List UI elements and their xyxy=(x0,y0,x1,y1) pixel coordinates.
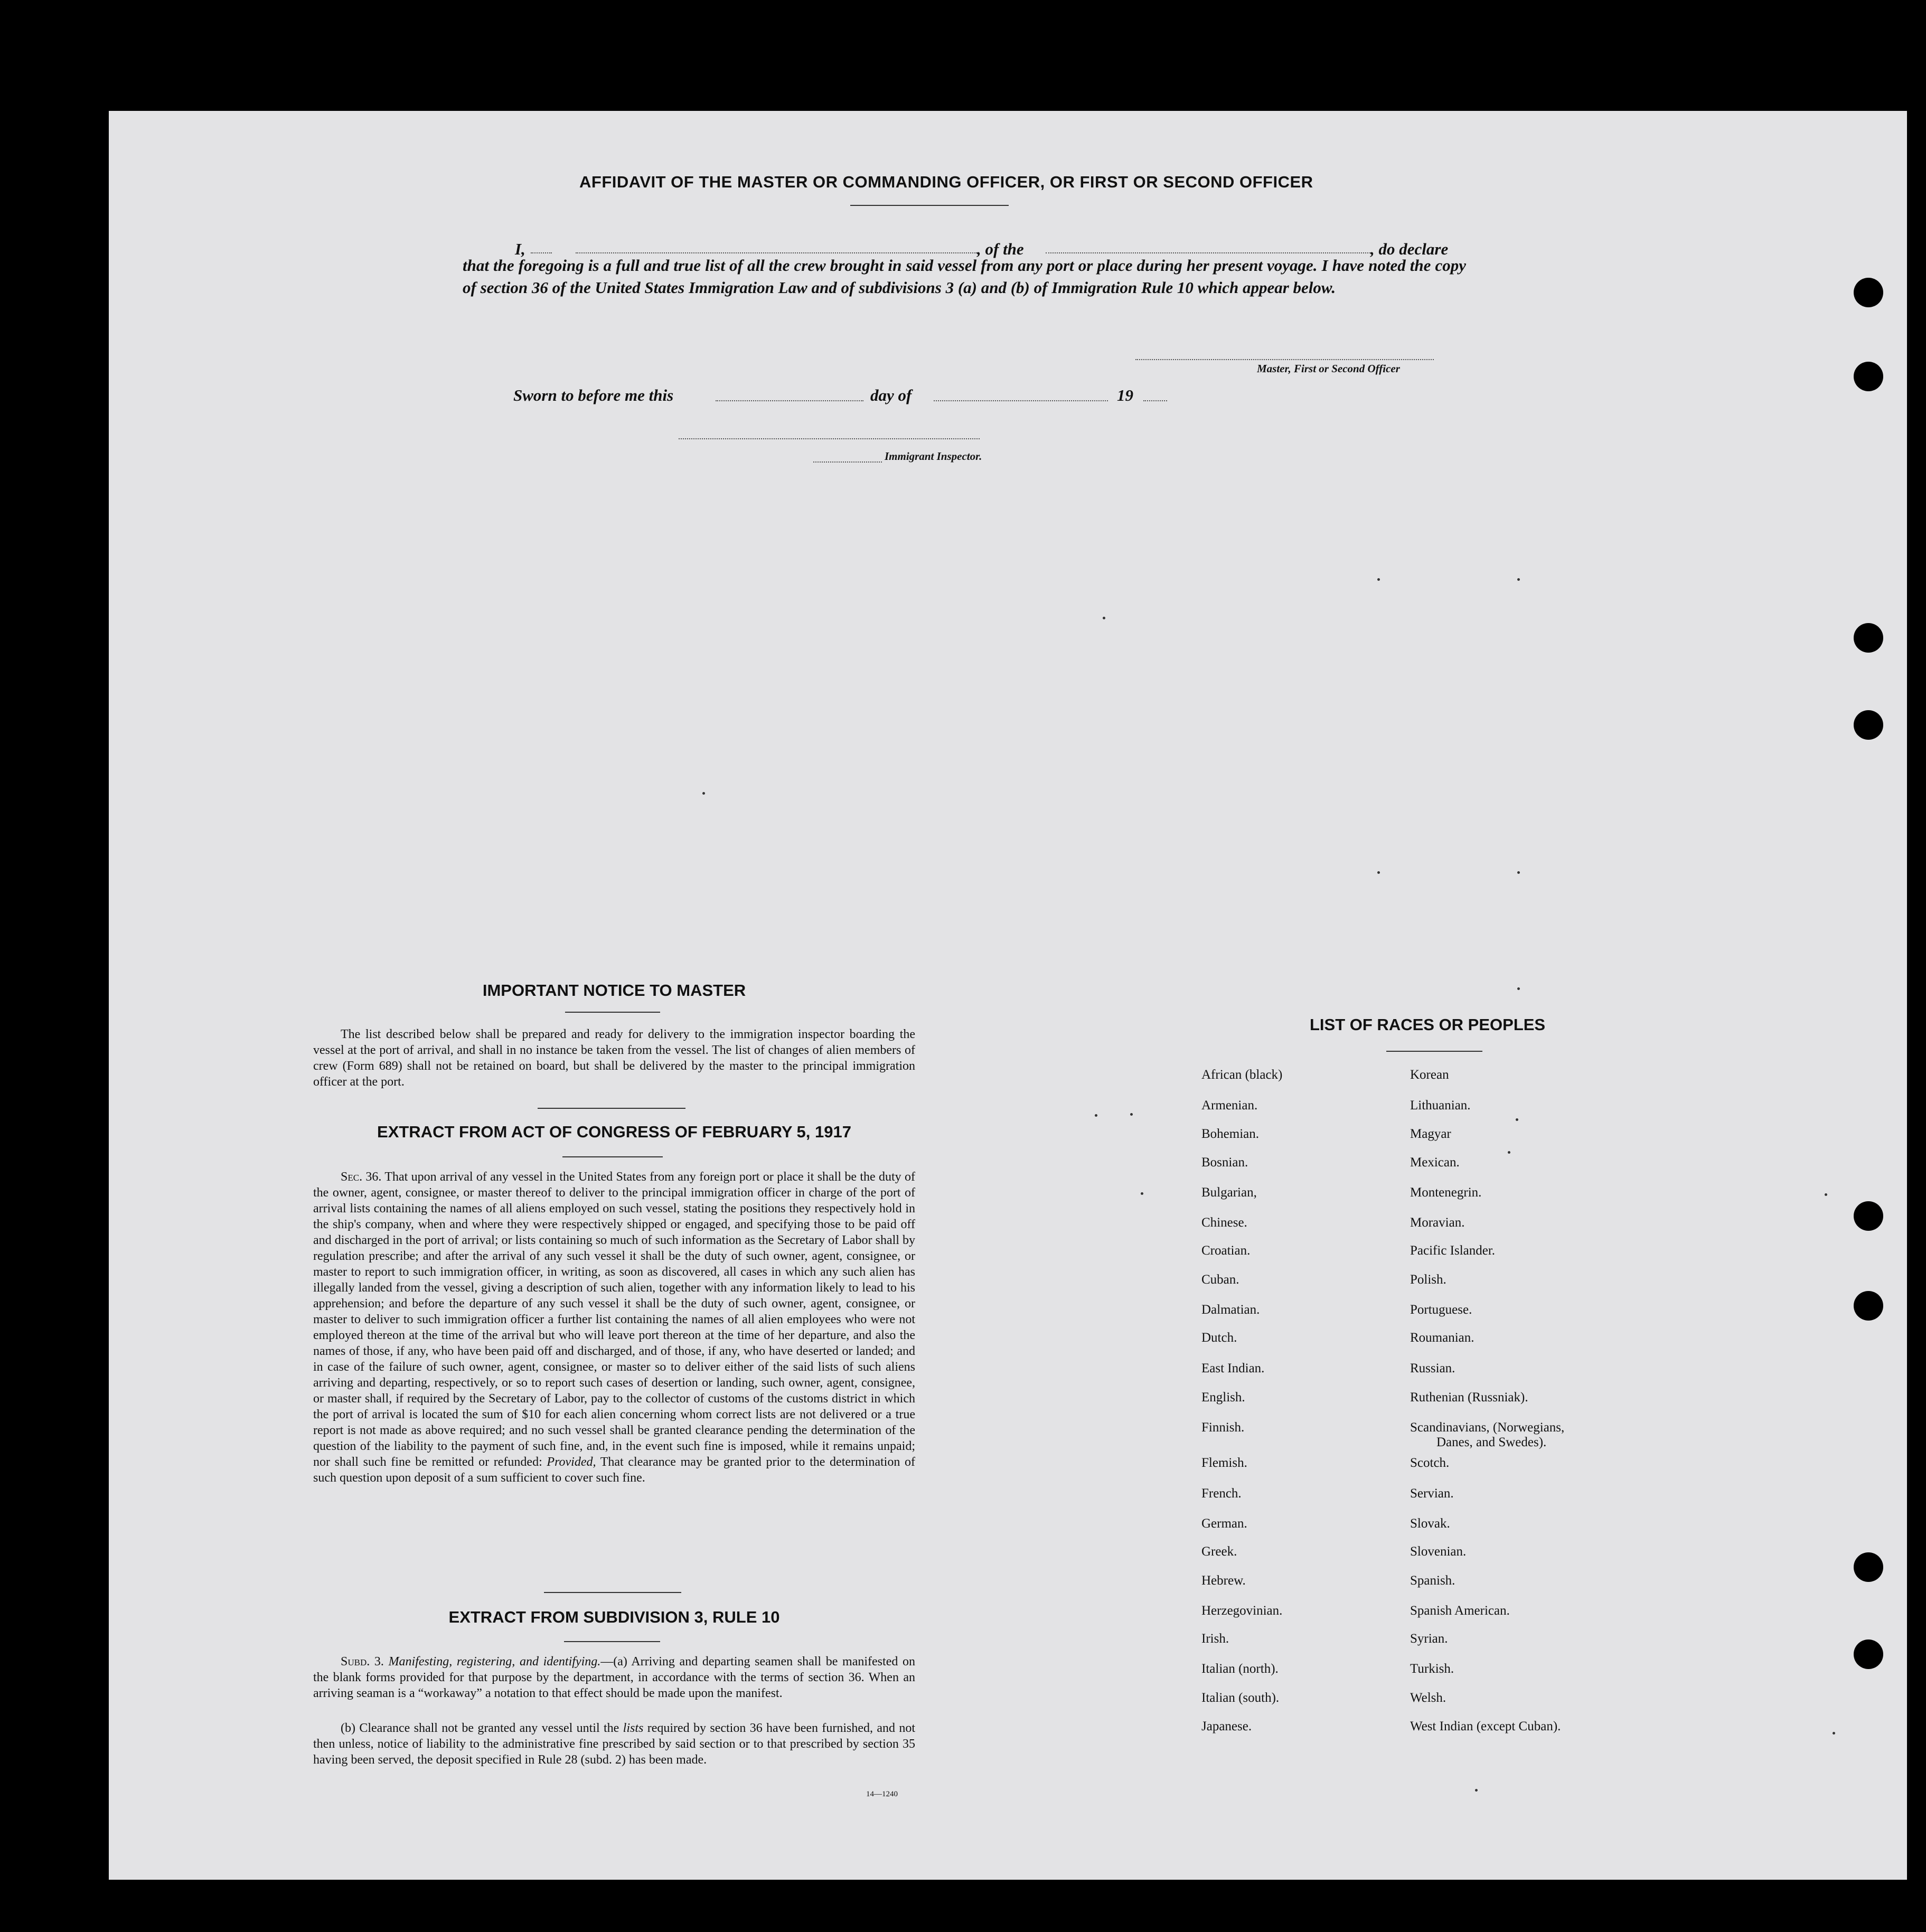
speck xyxy=(1141,1192,1143,1195)
subd-b-label: (b) xyxy=(341,1721,355,1735)
subd-b-lists: lists xyxy=(623,1721,644,1735)
notice-paragraph: The list described below shall be prepared and ready for delivery to the immigration inspector boarding the vessel at the port of arrival, and shall in no instance be taken from the vessel. The list of changes of alien members of crew (Form 689) shall not be retained on board, but shall be delivered by the master to the principal immigration officer at the port. xyxy=(313,1028,915,1089)
race-item: Bohemian. xyxy=(1201,1127,1260,1141)
punch-hole xyxy=(1854,1291,1883,1321)
race-item: Turkish. xyxy=(1410,1662,1454,1676)
sworn-label: Sworn to before me this xyxy=(513,386,674,404)
signature-blank[interactable] xyxy=(1135,359,1434,360)
race-item: Slovak. xyxy=(1410,1516,1450,1531)
race-item: Croatian. xyxy=(1201,1243,1251,1258)
subd-b-text: Clearance shall not be granted any vessel until the xyxy=(359,1721,619,1735)
signature-label: Master, First or Second Officer xyxy=(1257,362,1400,375)
affidavit-of-the-label: , of the xyxy=(977,240,1024,258)
race-item: Japanese. xyxy=(1201,1719,1252,1733)
race-item: Lithuanian. xyxy=(1410,1098,1471,1113)
race-item: Finnish. xyxy=(1201,1420,1245,1435)
race-item: Dutch. xyxy=(1201,1331,1237,1345)
speck xyxy=(1095,1114,1097,1117)
race-item: Bulgarian, xyxy=(1201,1185,1257,1200)
section-rule xyxy=(538,1108,685,1109)
affidavit-do-declare-label: , do declare xyxy=(1370,240,1449,258)
vessel-name-blank[interactable] xyxy=(1046,252,1370,253)
punch-hole xyxy=(1854,278,1883,307)
race-item: Herzegovinian. xyxy=(1201,1604,1283,1618)
speck xyxy=(1516,1118,1518,1121)
race-item: Portuguese. xyxy=(1410,1303,1472,1317)
race-item-continuation: Danes, and Swedes). xyxy=(1436,1435,1547,1449)
race-item: African (black) xyxy=(1201,1068,1283,1082)
race-item: Flemish. xyxy=(1201,1456,1247,1470)
speck xyxy=(1517,578,1520,581)
race-item: Chinese. xyxy=(1201,1215,1247,1230)
act-paragraph: That upon arrival of any vessel in the United States from any foreign port or place it shall be the duty of the owner, agent, consignee, or master thereof to deliver to the principal immigration officer in charge of the port of arrival lists containing the names of all aliens employed on such vessel, stating the positions they respectively hold in the ship's company, when and where they were respectively shipped or engaged, and specifying those to be paid off and discharged in the port of arrival; or lists containing so much of such information as the Secretary of Labor shall by regulation prescribe; and after the arrival of any such vessel it shall be the duty of such owner, agent, consignee, or master to report to such immigration officer, in writing, as soon as discovered, all cases in which any such alien has illegally landed from the vessel, giving a description of such alien, together with any information likely to lead to his apprehension; and before the departure of any such vessel it shall be the duty of such owner, agent, consignee, or master to deliver to such immigration officer a further list containing the names of all alien employees who were not employed thereon at the time of the arrival but who will leave port thereon at the time of her departure, and also the names of those, if any, who have been paid off and discharged, and of those, if any, who have deserted or landed; and in case of the failure of such owner, agent, consignee, or master so to deliver either of the said lists of such aliens arriving and departing, respectively, or so to report such cases of desertion or landing, such owner, agent, consignee, or master shall, if required by the Secretary of Labor, pay to the collector of customs of the customs district in which the port of arrival is located the sum of $10 for each alien concerning whom correct lists are not delivered or a true report is not made as above required; and no such vessel shall be granted clearance pending the determination of the question of the liability to the payment of such fine, and, in the event such fine is imposed, while it remains unpaid; nor shall such fine be remitted or refunded: xyxy=(313,1170,915,1469)
race-item: Spanish American. xyxy=(1410,1604,1510,1618)
speck xyxy=(1825,1193,1827,1196)
speck xyxy=(1130,1113,1133,1116)
notice-title: IMPORTANT NOTICE TO MASTER xyxy=(482,981,746,1000)
punch-hole xyxy=(1854,1639,1883,1669)
race-item: Syrian. xyxy=(1410,1632,1448,1646)
punch-hole xyxy=(1854,623,1883,653)
race-item: Scandinavians, (Norwegians, xyxy=(1410,1420,1565,1435)
section-rule xyxy=(564,1641,660,1642)
section-rule xyxy=(1386,1051,1482,1052)
speck xyxy=(1508,1151,1510,1154)
sworn-day-blank[interactable] xyxy=(716,400,863,401)
race-item: English. xyxy=(1201,1390,1245,1405)
act-text xyxy=(313,1169,915,1486)
speck xyxy=(702,792,705,795)
inspector-label: Immigrant Inspector. xyxy=(885,450,982,463)
race-item: Slovenian. xyxy=(1410,1544,1467,1559)
race-item: Bosnian. xyxy=(1201,1155,1248,1170)
race-item: French. xyxy=(1201,1486,1242,1501)
race-item: Servian. xyxy=(1410,1486,1454,1501)
section-rule xyxy=(544,1592,681,1593)
sworn-day-of-label: day of xyxy=(870,386,912,404)
sworn-year-label: 19 xyxy=(1117,386,1133,404)
declarant-name-blank[interactable] xyxy=(531,252,552,253)
speck xyxy=(1377,871,1380,874)
speck xyxy=(1517,987,1520,990)
speck xyxy=(1103,617,1105,619)
speck xyxy=(1833,1732,1835,1735)
race-item: Roumanian. xyxy=(1410,1331,1474,1345)
subd-heading: Manifesting, registering, and identifying. xyxy=(388,1655,601,1669)
race-item: Korean xyxy=(1410,1068,1449,1082)
race-item: Welsh. xyxy=(1410,1691,1446,1705)
race-item: German. xyxy=(1201,1516,1247,1531)
race-item: Polish. xyxy=(1410,1273,1446,1287)
race-item: Montenegrin. xyxy=(1410,1185,1482,1200)
rule-text-a xyxy=(313,1654,915,1701)
declarant-name-blank[interactable] xyxy=(576,252,977,253)
race-item: East Indian. xyxy=(1201,1361,1265,1375)
race-item: Pacific Islander. xyxy=(1410,1243,1496,1258)
race-item: Italian (north). xyxy=(1201,1662,1279,1676)
race-item: West Indian (except Cuban). xyxy=(1410,1719,1561,1733)
act-sec-label: Sec. 36. xyxy=(341,1170,382,1184)
inspector-signature-blank[interactable] xyxy=(679,438,980,439)
act-title: EXTRACT FROM ACT OF CONGRESS OF FEBRUARY 5, 1917 xyxy=(377,1123,851,1141)
race-item: Cuban. xyxy=(1201,1273,1239,1287)
affidavit-body: that the foregoing is a full and true list of all the crew brought in said vessel from any port or place during her present voyage. I have noted the copy of section 36 of the United States Immigration Law and of subdivisions 3 (a) and (b) of Immigration Rule 10 which appear below. xyxy=(463,256,1466,297)
races-title: LIST OF RACES OR PEOPLES xyxy=(1310,1015,1546,1034)
punch-hole xyxy=(1854,710,1883,740)
race-item: Spanish. xyxy=(1410,1573,1455,1588)
form-number: 14—1240 xyxy=(866,1790,898,1798)
race-item: Russian. xyxy=(1410,1361,1455,1375)
race-item: Dalmatian. xyxy=(1201,1303,1260,1317)
speck xyxy=(1475,1789,1478,1792)
punch-hole xyxy=(1854,1201,1883,1231)
race-item: Moravian. xyxy=(1410,1215,1465,1230)
rule-text-b xyxy=(313,1720,915,1768)
subd-a-label: —(a) xyxy=(600,1655,627,1669)
act-paragraph-end: That clearance may be granted prior to the determination of such question upon deposit of a sum sufficient to cover such fine. xyxy=(313,1455,915,1485)
punch-hole xyxy=(1854,362,1883,391)
affidavit-title: AFFIDAVIT OF THE MASTER OR COMMANDING OFFICER, OR FIRST OR SECOND OFFICER xyxy=(579,173,1313,191)
punch-hole xyxy=(1854,1552,1883,1582)
act-provided: Provided, xyxy=(547,1455,596,1469)
race-item: Italian (south). xyxy=(1201,1691,1280,1705)
speck xyxy=(1517,871,1520,874)
sworn-year-blank[interactable] xyxy=(1143,400,1167,401)
subd-label: Subd. 3. xyxy=(341,1655,384,1669)
race-item: Scotch. xyxy=(1410,1456,1450,1470)
race-item: Armenian. xyxy=(1201,1098,1258,1113)
subd-a-text: Arriving and departing seamen shall be manifested on the blank forms provided for that purpose by the department, in accordance with the terms of section 36. When an arriving seaman is a “workaway” a notation to that effect should be made upon the manifest. xyxy=(313,1655,915,1700)
affidavit-i-label: I, xyxy=(515,240,525,258)
notice-text xyxy=(313,1026,915,1090)
title-rule xyxy=(850,205,1009,206)
subd-b-text-2: required by section 36 have been furnished, and not then unless, notice of liability to the administrative fine prescribed by said section or to that prescribed by section 35 having been served, the deposit specified in Rule 28 (subd. 2) has been made. xyxy=(313,1721,916,1767)
inspector-signature-blank[interactable] xyxy=(813,461,882,463)
sworn-month-blank[interactable] xyxy=(934,400,1108,401)
race-item: Hebrew. xyxy=(1201,1573,1246,1588)
race-item: Greek. xyxy=(1201,1544,1237,1559)
race-item: Mexican. xyxy=(1410,1155,1460,1170)
rule-title: EXTRACT FROM SUBDIVISION 3, RULE 10 xyxy=(448,1608,780,1626)
race-item: Magyar xyxy=(1410,1127,1451,1141)
section-rule xyxy=(565,1012,660,1013)
race-item: Ruthenian (Russniak). xyxy=(1410,1390,1528,1405)
race-item: Irish. xyxy=(1201,1632,1229,1646)
speck xyxy=(1377,578,1380,581)
section-rule xyxy=(562,1156,663,1157)
